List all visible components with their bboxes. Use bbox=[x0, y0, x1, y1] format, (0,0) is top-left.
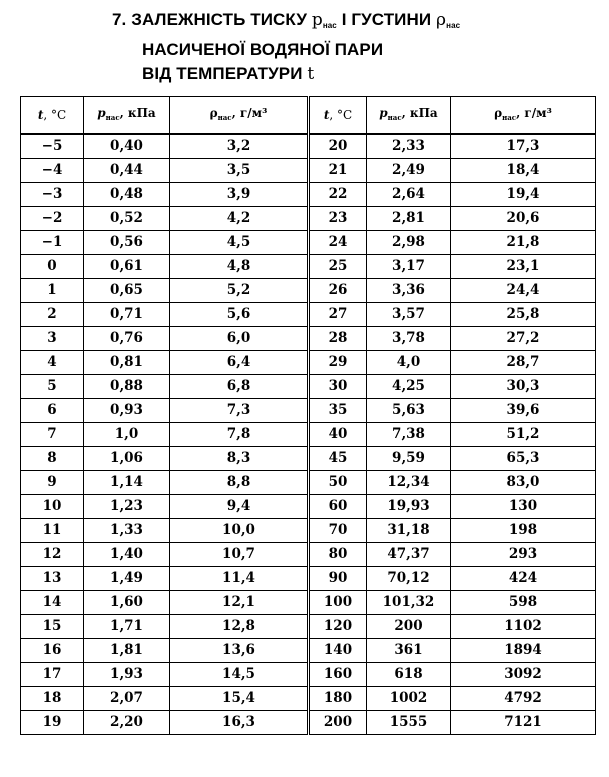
title-line-2: НАСИЧЕНОЇ ВОДЯНОЇ ПАРИ bbox=[142, 40, 384, 59]
pressure-cell: 4,0 bbox=[367, 351, 451, 375]
pressure-cell: 3,17 bbox=[367, 255, 451, 279]
density-cell: 7121 bbox=[451, 711, 596, 735]
density-cell: 293 bbox=[451, 543, 596, 567]
density-cell: 27,2 bbox=[451, 327, 596, 351]
temperature-cell: 21 bbox=[309, 159, 367, 183]
table-row bbox=[21, 543, 596, 567]
density-cell: 7,3 bbox=[170, 399, 309, 423]
density-cell: 23,1 bbox=[451, 255, 596, 279]
density-cell: 20,6 bbox=[451, 207, 596, 231]
density-cell: 11,4 bbox=[170, 567, 309, 591]
density-cell: 12,1 bbox=[170, 591, 309, 615]
table-row bbox=[21, 134, 596, 159]
density-cell: 13,6 bbox=[170, 639, 309, 663]
pressure-cell: 101,32 bbox=[367, 591, 451, 615]
density-cell: 28,7 bbox=[451, 351, 596, 375]
pressure-cell: 1,81 bbox=[84, 639, 170, 663]
temperature-cell: 80 bbox=[309, 543, 367, 567]
temperature-cell: 50 bbox=[309, 471, 367, 495]
pressure-cell: 31,18 bbox=[367, 519, 451, 543]
pressure-cell: 200 bbox=[367, 615, 451, 639]
pressure-cell: 2,49 bbox=[367, 159, 451, 183]
temperature-cell: 9 bbox=[21, 471, 84, 495]
density-cell: 10,7 bbox=[170, 543, 309, 567]
title-temperature-symbol: t bbox=[307, 64, 315, 84]
density-cell: 4792 bbox=[451, 687, 596, 711]
temperature-cell: 16 bbox=[21, 639, 84, 663]
pressure-cell: 3,57 bbox=[367, 303, 451, 327]
table-row bbox=[21, 207, 596, 231]
density-cell: 14,5 bbox=[170, 663, 309, 687]
density-cell: 3092 bbox=[451, 663, 596, 687]
pressure-cell: 2,98 bbox=[367, 231, 451, 255]
header-density-left: $\rho_{нас}$, г/м³ bbox=[170, 97, 309, 135]
pressure-cell: 1,40 bbox=[84, 543, 170, 567]
table-row bbox=[21, 231, 596, 255]
table-title bbox=[112, 8, 582, 86]
density-cell: 4,5 bbox=[170, 231, 309, 255]
density-cell: 1102 bbox=[451, 615, 596, 639]
table-row bbox=[21, 615, 596, 639]
density-cell: 16,3 bbox=[170, 711, 309, 735]
table-row bbox=[21, 303, 596, 327]
title-line-3 bbox=[112, 62, 582, 86]
temperature-cell: 120 bbox=[309, 615, 367, 639]
temperature-cell: 15 bbox=[21, 615, 84, 639]
density-cell: 19,4 bbox=[451, 183, 596, 207]
pressure-cell: 0,56 bbox=[84, 231, 170, 255]
temperature-cell: 45 bbox=[309, 447, 367, 471]
density-cell: 8,3 bbox=[170, 447, 309, 471]
pressure-cell: 0,44 bbox=[84, 159, 170, 183]
temperature-cell: 28 bbox=[309, 327, 367, 351]
title-line-1 bbox=[112, 8, 582, 38]
density-cell: 83,0 bbox=[451, 471, 596, 495]
title-prefix: 7. ЗАЛЕЖНІСТЬ ТИСКУ bbox=[112, 10, 308, 29]
temperature-cell: −5 bbox=[21, 134, 84, 159]
header-density-right: $\rho_{нас}$, г/м³ bbox=[451, 97, 596, 135]
pressure-cell: 5,63 bbox=[367, 399, 451, 423]
table-row bbox=[21, 399, 596, 423]
density-cell: 5,6 bbox=[170, 303, 309, 327]
temperature-cell: 160 bbox=[309, 663, 367, 687]
density-cell: 3,2 bbox=[170, 134, 309, 159]
temperature-cell: 11 bbox=[21, 519, 84, 543]
pressure-cell: 0,93 bbox=[84, 399, 170, 423]
table-row bbox=[21, 183, 596, 207]
density-cell: 8,8 bbox=[170, 471, 309, 495]
pressure-cell: 0,65 bbox=[84, 279, 170, 303]
density-cell: 6,4 bbox=[170, 351, 309, 375]
title-pressure-subscript: нас bbox=[322, 21, 337, 30]
temperature-cell: 7 bbox=[21, 423, 84, 447]
temperature-cell: 23 bbox=[309, 207, 367, 231]
pressure-cell: 70,12 bbox=[367, 567, 451, 591]
temperature-cell: −3 bbox=[21, 183, 84, 207]
temperature-cell: 40 bbox=[309, 423, 367, 447]
table-row bbox=[21, 279, 596, 303]
density-cell: 15,4 bbox=[170, 687, 309, 711]
table-row bbox=[21, 711, 596, 735]
density-cell: 9,4 bbox=[170, 495, 309, 519]
density-cell: 3,5 bbox=[170, 159, 309, 183]
temperature-cell: 29 bbox=[309, 351, 367, 375]
density-cell: 7,8 bbox=[170, 423, 309, 447]
temperature-cell: 30 bbox=[309, 375, 367, 399]
pressure-cell: 618 bbox=[367, 663, 451, 687]
title-pressure-symbol: p bbox=[311, 10, 323, 30]
pressure-cell: 1,60 bbox=[84, 591, 170, 615]
header-pressure-right: $p_{нас}$, кПа bbox=[367, 97, 451, 135]
pressure-cell: 1,14 bbox=[84, 471, 170, 495]
temperature-cell: 0 bbox=[21, 255, 84, 279]
density-cell: 6,8 bbox=[170, 375, 309, 399]
temperature-cell: 24 bbox=[309, 231, 367, 255]
temperature-cell: 3 bbox=[21, 327, 84, 351]
table-row bbox=[21, 519, 596, 543]
temperature-cell: 17 bbox=[21, 663, 84, 687]
temperature-cell: 200 bbox=[309, 711, 367, 735]
pressure-cell: 1,93 bbox=[84, 663, 170, 687]
temperature-cell: 180 bbox=[309, 687, 367, 711]
density-cell: 4,8 bbox=[170, 255, 309, 279]
temperature-cell: 8 bbox=[21, 447, 84, 471]
pressure-cell: 3,78 bbox=[367, 327, 451, 351]
temperature-cell: 60 bbox=[309, 495, 367, 519]
temperature-cell: 22 bbox=[309, 183, 367, 207]
pressure-cell: 1002 bbox=[367, 687, 451, 711]
density-cell: 3,9 bbox=[170, 183, 309, 207]
temperature-cell: 5 bbox=[21, 375, 84, 399]
temperature-cell: 2 bbox=[21, 303, 84, 327]
pressure-cell: 0,71 bbox=[84, 303, 170, 327]
table-row bbox=[21, 447, 596, 471]
pressure-cell: 361 bbox=[367, 639, 451, 663]
temperature-cell: 20 bbox=[309, 134, 367, 159]
table-row bbox=[21, 159, 596, 183]
density-cell: 10,0 bbox=[170, 519, 309, 543]
table-row bbox=[21, 375, 596, 399]
table-row bbox=[21, 423, 596, 447]
pressure-cell: 1,0 bbox=[84, 423, 170, 447]
pressure-cell: 2,81 bbox=[367, 207, 451, 231]
pressure-cell: 4,25 bbox=[367, 375, 451, 399]
density-cell: 21,8 bbox=[451, 231, 596, 255]
temperature-cell: 90 bbox=[309, 567, 367, 591]
table-row bbox=[21, 687, 596, 711]
density-cell: 4,2 bbox=[170, 207, 309, 231]
table-row bbox=[21, 591, 596, 615]
temperature-cell: 100 bbox=[309, 591, 367, 615]
pressure-cell: 0,81 bbox=[84, 351, 170, 375]
temperature-cell: 1 bbox=[21, 279, 84, 303]
temperature-cell: 4 bbox=[21, 351, 84, 375]
density-cell: 1894 bbox=[451, 639, 596, 663]
density-cell: 17,3 bbox=[451, 134, 596, 159]
pressure-cell: 0,88 bbox=[84, 375, 170, 399]
temperature-cell: 19 bbox=[21, 711, 84, 735]
table-row bbox=[21, 663, 596, 687]
density-cell: 130 bbox=[451, 495, 596, 519]
pressure-cell: 1,33 bbox=[84, 519, 170, 543]
density-cell: 12,8 bbox=[170, 615, 309, 639]
title-density-symbol: ρ bbox=[436, 10, 447, 30]
header-pressure-left: $p_{нас}$, кПа bbox=[84, 97, 170, 135]
pressure-cell: 0,52 bbox=[84, 207, 170, 231]
pressure-cell: 2,33 bbox=[367, 134, 451, 159]
pressure-cell: 0,40 bbox=[84, 134, 170, 159]
pressure-cell: 1,49 bbox=[84, 567, 170, 591]
density-cell: 30,3 bbox=[451, 375, 596, 399]
density-cell: 6,0 bbox=[170, 327, 309, 351]
pressure-cell: 2,20 bbox=[84, 711, 170, 735]
pressure-cell: 47,37 bbox=[367, 543, 451, 567]
title-middle: І ГУСТИНИ bbox=[341, 10, 432, 29]
temperature-cell: −1 bbox=[21, 231, 84, 255]
temperature-cell: −2 bbox=[21, 207, 84, 231]
title-density-subscript: нас bbox=[446, 21, 461, 30]
pressure-cell: 1,06 bbox=[84, 447, 170, 471]
density-cell: 65,3 bbox=[451, 447, 596, 471]
density-cell: 18,4 bbox=[451, 159, 596, 183]
pressure-cell: 3,36 bbox=[367, 279, 451, 303]
density-cell: 424 bbox=[451, 567, 596, 591]
pressure-cell: 0,61 bbox=[84, 255, 170, 279]
table-row bbox=[21, 255, 596, 279]
density-cell: 598 bbox=[451, 591, 596, 615]
pressure-cell: 2,64 bbox=[367, 183, 451, 207]
header-temperature-right: t, °C bbox=[309, 97, 367, 135]
pressure-cell: 1,71 bbox=[84, 615, 170, 639]
density-cell: 25,8 bbox=[451, 303, 596, 327]
temperature-cell: 6 bbox=[21, 399, 84, 423]
pressure-cell: 19,93 bbox=[367, 495, 451, 519]
pressure-cell: 12,34 bbox=[367, 471, 451, 495]
table-row bbox=[21, 351, 596, 375]
temperature-cell: 70 bbox=[309, 519, 367, 543]
header-row bbox=[21, 97, 596, 135]
table-row bbox=[21, 567, 596, 591]
saturated-vapor-table bbox=[20, 96, 596, 735]
temperature-cell: 35 bbox=[309, 399, 367, 423]
pressure-cell: 2,07 bbox=[84, 687, 170, 711]
temperature-cell: 27 bbox=[309, 303, 367, 327]
pressure-cell: 1555 bbox=[367, 711, 451, 735]
table-row bbox=[21, 495, 596, 519]
table-row bbox=[21, 471, 596, 495]
density-cell: 39,6 bbox=[451, 399, 596, 423]
pressure-cell: 1,23 bbox=[84, 495, 170, 519]
table-row bbox=[21, 639, 596, 663]
temperature-cell: −4 bbox=[21, 159, 84, 183]
header-temperature-left: t, °C bbox=[21, 97, 84, 135]
temperature-cell: 13 bbox=[21, 567, 84, 591]
pressure-cell: 7,38 bbox=[367, 423, 451, 447]
density-cell: 5,2 bbox=[170, 279, 309, 303]
pressure-cell: 0,48 bbox=[84, 183, 170, 207]
temperature-cell: 12 bbox=[21, 543, 84, 567]
temperature-cell: 14 bbox=[21, 591, 84, 615]
pressure-cell: 0,76 bbox=[84, 327, 170, 351]
density-cell: 24,4 bbox=[451, 279, 596, 303]
temperature-cell: 140 bbox=[309, 639, 367, 663]
density-cell: 51,2 bbox=[451, 423, 596, 447]
table-row bbox=[21, 327, 596, 351]
pressure-cell: 9,59 bbox=[367, 447, 451, 471]
table-body bbox=[21, 134, 596, 735]
temperature-cell: 25 bbox=[309, 255, 367, 279]
temperature-cell: 18 bbox=[21, 687, 84, 711]
temperature-cell: 26 bbox=[309, 279, 367, 303]
title-suffix: ВІД ТЕМПЕРАТУРИ bbox=[142, 64, 303, 83]
temperature-cell: 10 bbox=[21, 495, 84, 519]
density-cell: 198 bbox=[451, 519, 596, 543]
